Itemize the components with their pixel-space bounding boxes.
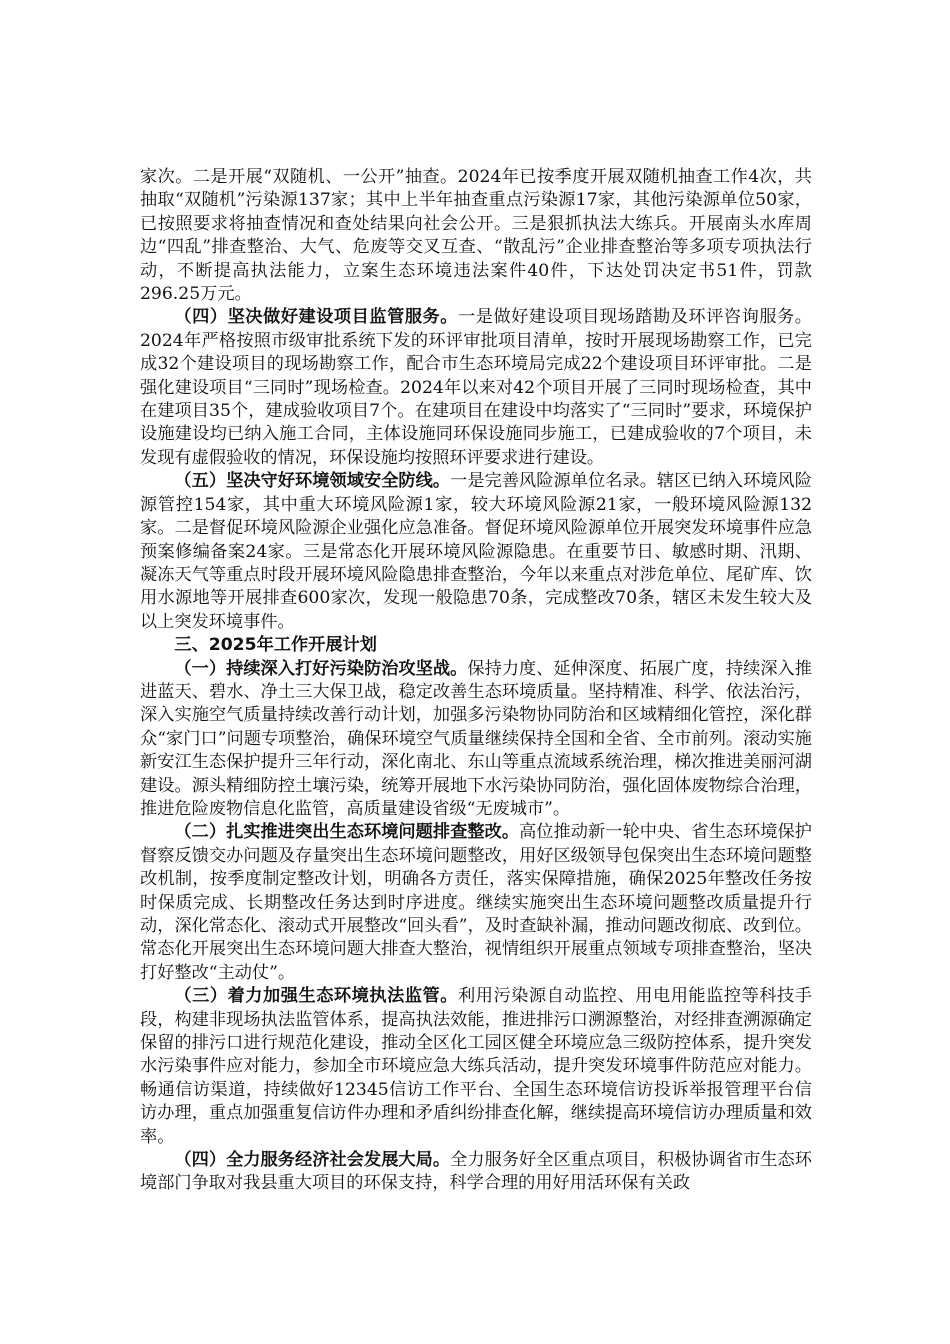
paragraph-economic-service [140, 1149, 812, 1196]
paragraph-heading: （一）持续深入打好污染防治攻坚战。 [174, 658, 468, 679]
paragraph-text: 一是完善风险源单位名录。辖区已纳入环境风险源管控154家，其中重大环境风险源1家，较大环境风险源21家，一般环境风险源132家。二是督促环境风险源企业强化应急准备。督促环境风险源单位开展突发环境事件应急预案修编备案24家。三是常态化开展环境风险源隐患。在重要节日、敏感时期、汛期、凝冻天气等重点时段开展环境风险隐患排查整治，今年以来重点对涉危单位、尾矿库、饮用水源地等开展排查600家次，发现一般隐患70条，完成整改70条，辖区未发生较大及以上突发环境事件。 [140, 471, 812, 632]
document-page [140, 166, 812, 1196]
paragraph-problem-rectification [140, 821, 812, 985]
paragraph-heading: （五）坚决守好环境领域安全防线。 [174, 471, 451, 492]
paragraph-heading: （四）全力服务经济社会发展大局。 [174, 1150, 451, 1171]
paragraph-heading: （二）扎实推进突出生态环境问题排查整改。 [174, 822, 520, 843]
paragraph-text: 利用污染源自动监控、用电用能监控等科技手段，构建非现场执法监管体系，提高执法效能，推进排污口溯源整治，对经排查溯源确定保留的排污口进行规范化建设，推动全区化工园区健全环境应急三级防控体系，提升突发水污染事件应对能力，参加全市环境应急大练兵活动，提升突发环境事件防范应对能力。畅通信访渠道，持续做好12345信访工作平台、全国生态环境信访投诉举报管理平台信访办理，重点加强重复信访件办理和矛盾纠纷排查化解，继续提高环境信访办理质量和效率。 [140, 986, 812, 1147]
paragraph-pollution-prevention [140, 658, 812, 822]
paragraph-text: 一是做好建设项目现场踏勘及环评咨询服务。2024年严格按照市级审批系统下发的环评审批项目清单，按时开展现场勘察工作，已完成32个建设项目的现场勘察工作，配合市生态环境局完成22个建设项目环评审批。二是强化建设项目“三同时”现场检查。2024年以来对42个项目开展了三同时现场检查，其中在建项目35个，建成验收项目7个。在建项目在建设中均落实了“三同时”要求，环境保护设施建设均已纳入施工合同，主体设施同环保设施同步施工，已建成验收的7个项目，未发现有虚假验收的情况，环保设施均按照环评要求进行建设。 [140, 307, 812, 468]
paragraph-text: 保持力度、延伸深度、拓展广度，持续深入推进蓝天、碧水、净土三大保卫战，稳定改善生态环境质量。坚持精准、科学、依法治污，深入实施空气质量持续改善行动计划，加强多污染物协同防治和区域精细化管控，深化群众“家门口”问题专项整治，确保环境空气质量继续保持全国和全省、全市前列。滚动实施新安江生态保护提升三年行动，深化南北、东山等重点流域系统治理，梯次推进美丽河湖建设。源头精细防控土壤污染，统筹开展地下水污染协同防治，强化固体废物综合治理，推进危险废物信息化监管，高质量建设省级“无废城市”。 [140, 658, 812, 819]
paragraph-continuation [140, 166, 812, 306]
paragraph-text: 高位推动新一轮中央、省生态环境保护督察反馈交办问题及存量突出生态环境问题整改，用好区级领导包保突出生态环境问题整改机制，按季度制定整改计划，明确各方责任，落实保障措施，确保2025年整改任务按时保质完成、长期整改任务达到时序进度。继续实施突出生态环境问题整改质量提升行动，深化常态化、滚动式开展整改“回头看”，及时查缺补漏，推动问题改彻底、改到位。常态化开展突出生态环境问题大排查大整治，视情组织开展重点领域专项排查整治，坚决打好整改“主动仗”。 [140, 822, 812, 983]
paragraph-heading: （四）坚决做好建设项目监管服务。 [174, 307, 458, 328]
paragraph-text: 全力服务好全区重点项目，积极协调省市生态环境部门争取对我县重大项目的环保支持，科学合理的用好用活环保有关政 [140, 1150, 812, 1194]
paragraph-text: 家次。二是开展“双随机、一公开”抽查。2024年已按季度开展双随机抽查工作4次，共抽取“双随机”污染源137家；其中上半年抽查重点污染源17家，其他污染源单位50家，已按照要求将抽查情况和查处结果向社会公开。三是狠抓执法大练兵。开展南头水库周边“四乱”排查整治、大气、危废等交叉互查、“散乱污”企业排查整治等多项专项执法行动，不断提高执法能力，立案生态环境违法案件40件，下达处罚决定书51件，罚款296.25万元。 [140, 167, 812, 305]
paragraph-environmental-safety [140, 470, 812, 634]
section-title-2025-plan: 三、2025年工作开展计划 [174, 635, 377, 656]
paragraph-law-enforcement [140, 985, 812, 1149]
paragraph-heading: （三）着力加强生态环境执法监管。 [174, 986, 458, 1007]
paragraph-construction-supervision [140, 306, 812, 470]
